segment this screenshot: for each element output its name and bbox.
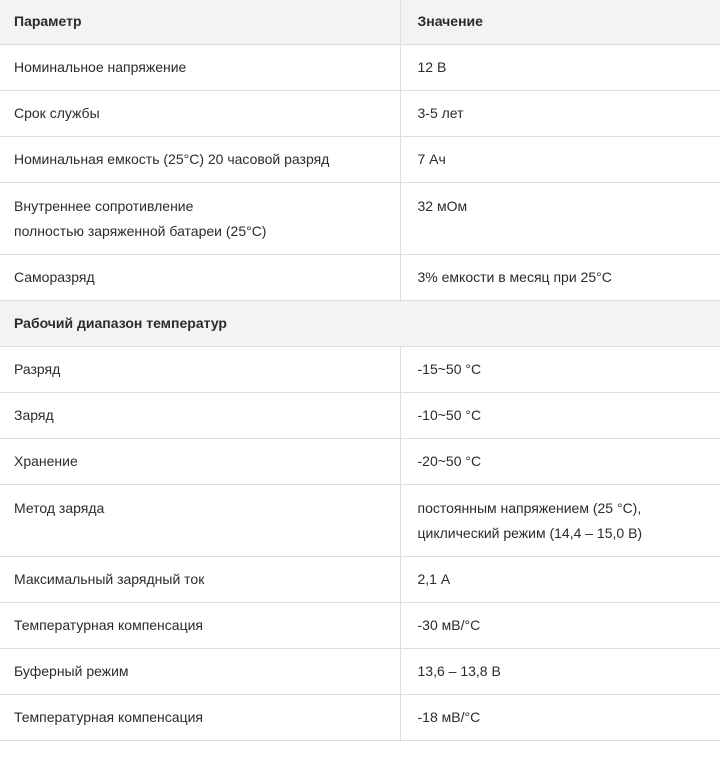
table-row: [0, 484, 720, 556]
row-value-line: циклический режим (14,4 – 15,0 В): [417, 524, 643, 541]
row-value: -10~50 °С: [400, 392, 720, 438]
row-param: Разряд: [0, 346, 400, 392]
row-value-line: постоянным напряжением (25 °С),: [417, 499, 642, 516]
row-value: 13,6 – 13,8 В: [400, 648, 720, 694]
table-row: [0, 90, 720, 136]
section-title: Рабочий диапазон температур: [0, 300, 720, 346]
row-param: [0, 182, 400, 254]
row-value: 32 мОм: [400, 182, 720, 254]
table-row: [0, 182, 720, 254]
row-value: -18 мВ/°С: [400, 694, 720, 740]
row-param: Максимальный зарядный ток: [0, 556, 400, 602]
row-value: 12 В: [400, 44, 720, 90]
row-value: [400, 484, 720, 556]
table-row: [0, 346, 720, 392]
row-param: Хранение: [0, 438, 400, 484]
row-value: 7 Ач: [400, 136, 720, 182]
row-param: Срок службы: [0, 90, 400, 136]
table-row: [0, 602, 720, 648]
row-value: -30 мВ/°С: [400, 602, 720, 648]
row-param: Заряд: [0, 392, 400, 438]
table-row: [0, 438, 720, 484]
section-row: [0, 300, 720, 346]
table-row: [0, 136, 720, 182]
table-header-row: [0, 0, 720, 44]
table-row: [0, 556, 720, 602]
row-value: -15~50 °С: [400, 346, 720, 392]
table-row: [0, 44, 720, 90]
row-param: Саморазряд: [0, 254, 400, 300]
row-param: Номинальная емкость (25°С) 20 часовой разряд: [0, 136, 400, 182]
table-row: [0, 694, 720, 740]
row-param: Температурная компенсация: [0, 694, 400, 740]
row-value: 3-5 лет: [400, 90, 720, 136]
row-param-line: Внутреннее сопротивление: [14, 197, 194, 214]
row-param: Номинальное напряжение: [0, 44, 400, 90]
row-value: 2,1 А: [400, 556, 720, 602]
row-param: Метод заряда: [0, 484, 400, 556]
row-param: Температурная компенсация: [0, 602, 400, 648]
row-value: 3% емкости в месяц при 25°С: [400, 254, 720, 300]
header-value: Значение: [400, 0, 720, 44]
row-param-line: полностью заряженной батареи (25°С): [14, 222, 267, 239]
table-row: [0, 254, 720, 300]
row-param: Буферный режим: [0, 648, 400, 694]
header-param: Параметр: [0, 0, 400, 44]
table-row: [0, 648, 720, 694]
row-value: -20~50 °С: [400, 438, 720, 484]
table-row: [0, 392, 720, 438]
